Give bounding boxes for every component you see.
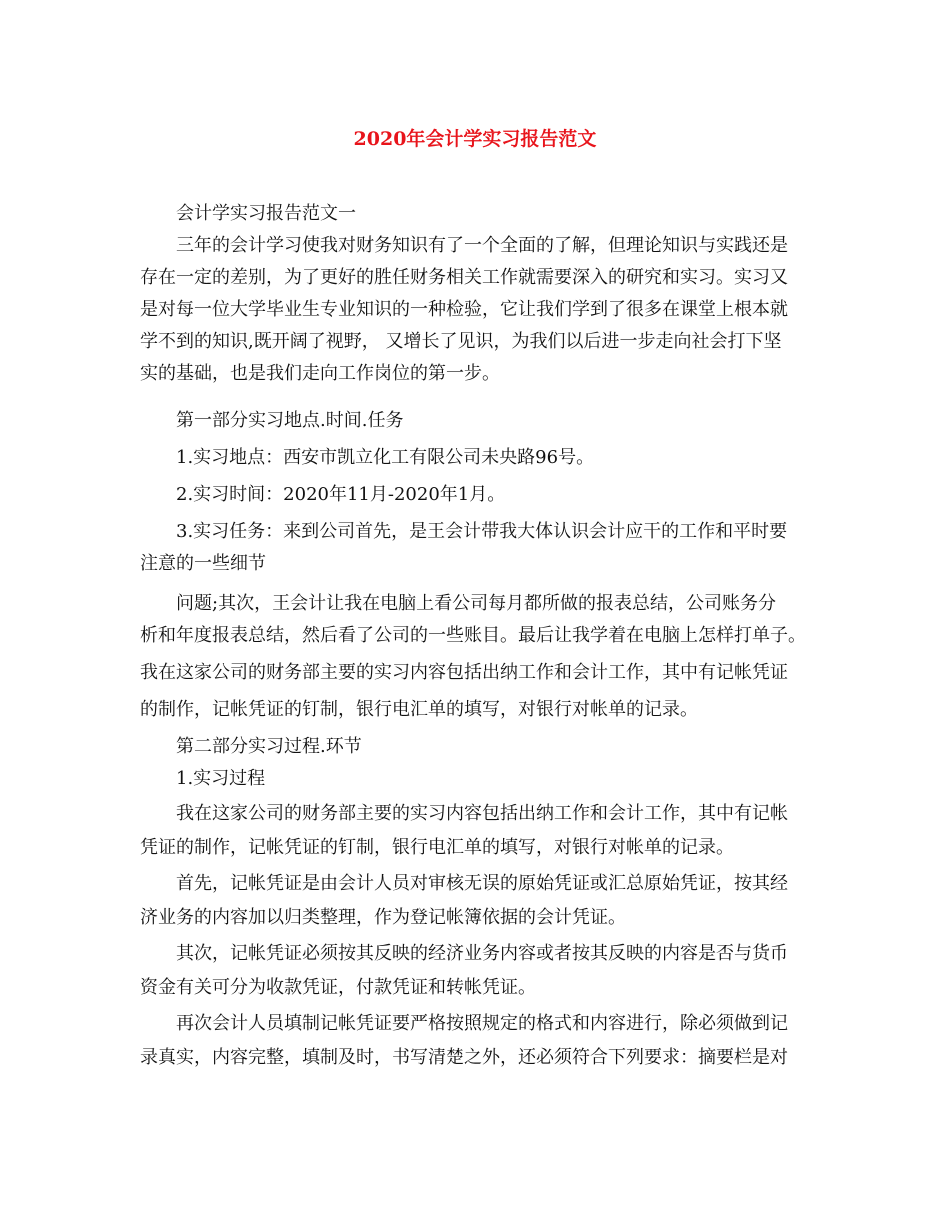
paragraph-line: 存在一定的差别，为了更好的胜任财务相关工作就需要深入的研究和实习。实习又 [140, 267, 788, 288]
paragraph-line: 1.实习过程 [176, 768, 266, 789]
paragraph-line: 其次，记帐凭证必须按其反映的经济业务内容或者按其反映的内容是否与货币 [176, 943, 788, 964]
paragraph-line: 第一部分实习地点.时间.任务 [176, 410, 404, 431]
paragraph-line: 资金有关可分为收款凭证，付款凭证和转帐凭证。 [140, 977, 536, 998]
paragraph-line: 3.实习任务：来到公司首先，是王会计带我大体认识会计应干的工作和平时要 [176, 521, 788, 542]
paragraph-line: 再次会计人员填制记帐凭证要严格按照规定的格式和内容进行，除必须做到记 [176, 1013, 788, 1034]
paragraph-line: 凭证的制作，记帐凭证的钉制，银行电汇单的填写，对银行对帐单的记录。 [140, 837, 734, 858]
paragraph-line: 是对每一位大学毕业生专业知识的一种检验，它让我们学到了很多在课堂上根本就 [140, 299, 788, 320]
paragraph-line: 第二部分实习过程.环节 [176, 736, 362, 757]
paragraph-line: 问题;其次，王会计让我在电脑上看公司每月都所做的报表总结，公司账务分 [176, 593, 777, 614]
paragraph-line: 析和年度报表总结，然后看了公司的一些账目。最后让我学着在电脑上怎样打单子。 [140, 625, 806, 646]
paragraph-line: 我在这家公司的财务部主要的实习内容包括出纳工作和会计工作，其中有记帐 [176, 803, 788, 824]
paragraph-line: 会计学实习报告范文一 [176, 203, 356, 224]
paragraph-line: 2.实习时间：2020年11月-2020年1月。 [176, 484, 506, 505]
paragraph-line: 1.实习地点：西安市凯立化工有限公司未央路96号。 [176, 447, 595, 468]
paragraph-line: 济业务的内容加以归类整理，作为登记帐簿依据的会计凭证。 [140, 907, 626, 928]
paragraph-line: 注意的一些细节 [140, 553, 266, 574]
paragraph-line: 首先，记帐凭证是由会计人员对审核无误的原始凭证或汇总原始凭证，按其经 [176, 873, 788, 894]
paragraph-line: 实的基础，也是我们走向工作岗位的第一步。 [140, 363, 500, 384]
paragraph-line: 的制作，记帐凭证的钉制，银行电汇单的填写，对银行对帐单的记录。 [140, 699, 698, 720]
paragraph-line: 学不到的知识,既开阔了视野， 又增长了见识，为我们以后进一步走向社会打下坚 [140, 331, 782, 352]
paragraph-line: 我在这家公司的财务部主要的实习内容包括出纳工作和会计工作，其中有记帐凭证 [140, 662, 788, 683]
document-title: 2020年会计学实习报告范文 [353, 128, 597, 150]
paragraph-line: 录真实，内容完整，填制及时，书写清楚之外，还必须符合下列要求：摘要栏是对 [140, 1047, 788, 1068]
paragraph-line: 三年的会计学习使我对财务知识有了一个全面的了解，但理论知识与实践还是 [176, 235, 788, 256]
